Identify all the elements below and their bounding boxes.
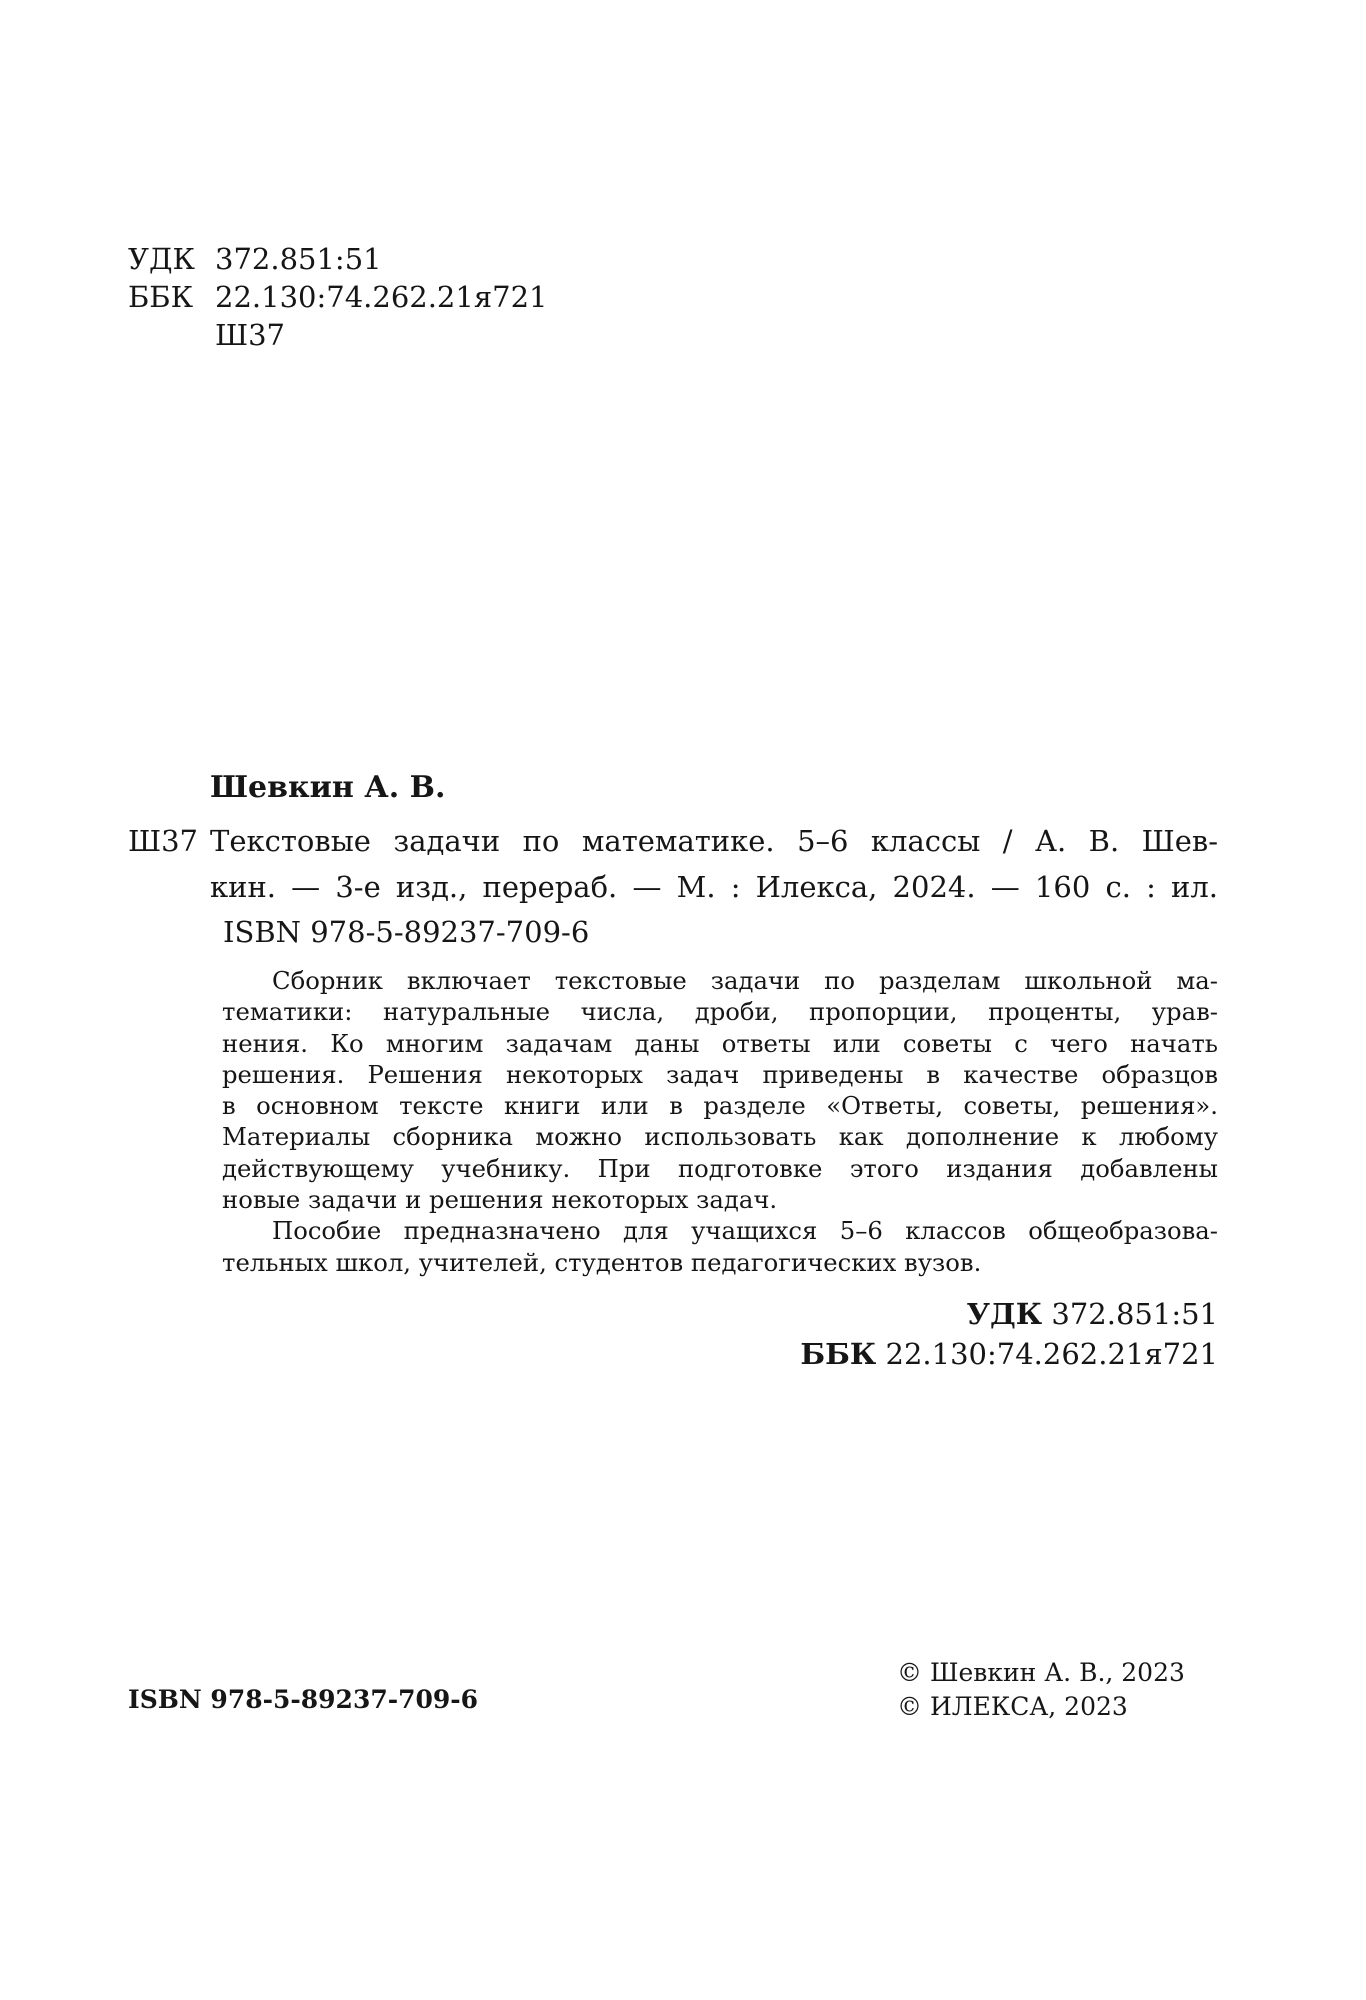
entry-line-2	[128, 864, 1218, 910]
udk-row	[128, 240, 547, 278]
udk-value-bottom: 372.851:51	[1051, 1297, 1218, 1331]
bbk-value: 22.130:74.262.21я721	[215, 280, 548, 314]
udk-value: 372.851:51	[215, 242, 382, 276]
bbk-row-bottom	[800, 1334, 1218, 1374]
annotation-line: Сборник включает текстовые задачи по разделам школьной ма-	[272, 966, 1218, 995]
annotation-line: тематики: натуральные числа, дроби, пропорции, проценты, урав-	[222, 997, 1218, 1027]
entry-title-text: Текстовые задачи по математике. 5–6 классы / А. В. Шев-	[210, 824, 1218, 858]
entry-isbn	[223, 912, 589, 952]
copyright-block	[897, 1656, 1185, 1724]
annotation-line: Материалы сборника можно использовать как дополнение к любому	[222, 1122, 1218, 1152]
author-name: Шевкин А. В.	[210, 770, 446, 805]
udk-row-bottom	[800, 1294, 1218, 1334]
classification-codes-top	[128, 240, 547, 354]
author-sign: Ш37	[215, 318, 285, 352]
classification-codes-bottom	[800, 1294, 1218, 1374]
author-heading	[210, 768, 445, 808]
entry-isbn-text: ISBN 978-5-89237-709-6	[223, 915, 590, 949]
annotation-line: нения. Ко многим задачам даны ответы или советы с чего начать	[222, 1028, 1218, 1058]
bbk-value-bottom: 22.130:74.262.21я721	[885, 1337, 1218, 1371]
annotation-line: в основном тексте книги или в разделе «Ответы, советы, решения».	[222, 1091, 1218, 1121]
annotation-line: новые задачи и решения некоторых задач.	[222, 1185, 778, 1215]
entry-line-1	[128, 818, 1218, 864]
annotation	[222, 965, 1218, 1278]
entry-code: Ш37	[128, 824, 198, 858]
annotation-line: действующему учебнику. При подготовке этого издания добавлены	[222, 1153, 1218, 1183]
annotation-line: тельных школ, учителей, студентов педагогических вузов.	[222, 1247, 982, 1277]
annotation-line: решения. Решения некоторых задач приведены в качестве образцов	[222, 1059, 1218, 1089]
footer-isbn-text: ISBN 978-5-89237-709-6	[128, 1685, 479, 1714]
bbk-row	[128, 278, 547, 316]
author-sign-row	[128, 316, 547, 354]
footer-isbn	[128, 1683, 478, 1717]
copyright-publisher: © ИЛЕКСА, 2023	[897, 1692, 1128, 1721]
udk-label: УДК	[128, 242, 195, 276]
bbk-label: ББК	[128, 280, 194, 314]
annotation-line: Пособие предназначено для учащихся 5–6 классов общеобразова-	[272, 1216, 1218, 1246]
bbk-label-bottom: ББК	[800, 1337, 877, 1371]
entry-publication-text: кин. — 3-е изд., перераб. — М. : Илекса, 2024. — 160 с. : ил.	[210, 870, 1218, 904]
bibliographic-entry	[128, 818, 1218, 910]
udk-label-bottom: УДК	[966, 1297, 1043, 1331]
copyright-author: © Шевкин А. В., 2023	[897, 1658, 1185, 1687]
